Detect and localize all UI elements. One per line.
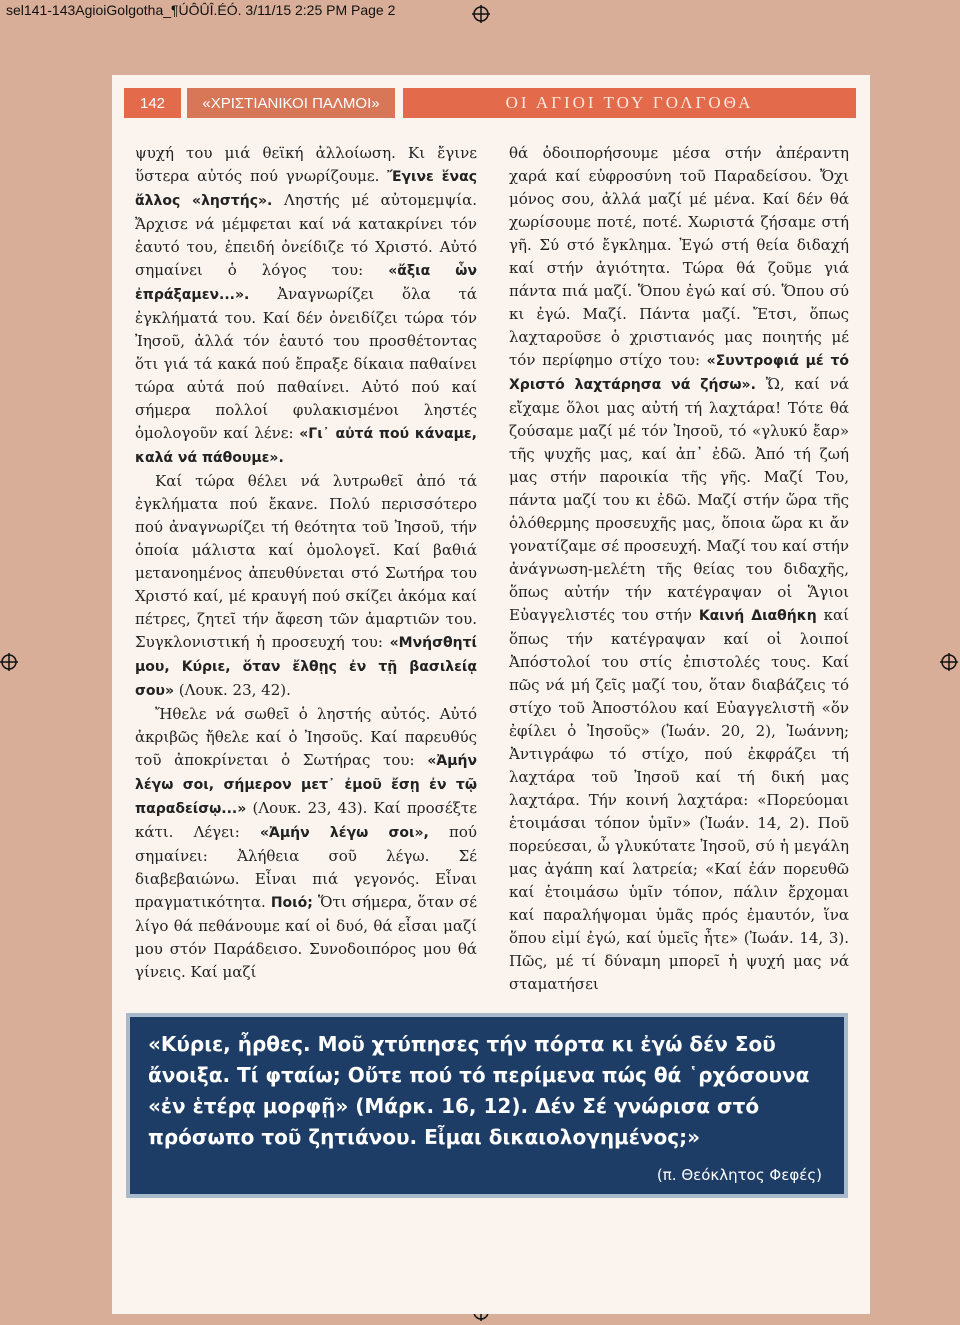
text-run: Καί τώρα θέλει νά λυτρωθεῖ ἀπό τά ἐγκλήματα πού ἔκανε. Πολύ περισσότερο πού ἀναγνωρίζει τή θεότητα τοῦ Ἰησοῦ, τήν ὁποία μάλιστα καί ὁμολογεῖ. Καί βαθιά μετανοημένος ἀπευθύνεται στό Σωτήρα του Χριστό καί, μέ κραυγή πού σκίζει ἀκόμα καί πέτρες, ζητεῖ τήν ἄφεση τῶν ἁμαρτιῶν του. Συγκλονιστική ἡ προσευχή του: <box>135 472 477 651</box>
paragraph <box>135 142 477 470</box>
text-run: Ἀναγνωρίζει ὅλα τά ἐγκλήματά του. Καί δέν ὀνειδίζει τώρα τόν Ἰησοῦ, ἀλλά τόν ἑαυτό του προσθέτοντας ὅτι γιά τά κακά πού ἔπραξε δίκαια παθαίνει τώρα αὐτά πού παθαίνει. Αὐτό πού καί σήμερα πολλοί φυλακισμένοι ληστές ὁμολογοῦν καί λένε: <box>135 285 477 442</box>
registration-mark-icon <box>940 653 958 671</box>
registration-mark-icon <box>472 5 490 23</box>
bold-phrase: Καινή Διαθήκη <box>698 608 817 624</box>
bold-phrase: «Μνήσθητί μου, Κύριε, ὅταν ἔλθῃς ἐν τῇ βασιλείᾳ σου» <box>135 635 477 699</box>
page-number: 142 <box>124 88 181 118</box>
text-run: Ὅτι σήμερα, ὅταν σέ λίγο θά πεθάνουμε καί οἱ δυό, θά εἶσαι μαζί μου στόν Παράδεισο. Συνοδοιπόρος μου θά γίνεις. Καί μαζί <box>135 893 478 981</box>
print-slug-line: sel141-143AgioiGolgotha_¶ÚÔÛÎ.ÉÓ. 3/11/15 2:25 PM Page 2 <box>6 2 396 18</box>
text-run: θά ὁδοιπορήσουμε μέσα στήν ἀπέραντη χαρά καί εὐφροσύνη τοῦ Παραδείσου. Ὄχι μόνος σου, ἀλλά μαζί μέ μένα. Καί δέν θά χωρίσουμε ποτέ, ποτέ. Χωριστά ζήσαμε στή γῆ. Σύ στό ἔγκλημα. Ἐγώ στή θεία διδαχή καί στήν ἁγιότητα. Τώρα θά ζοῦμε γιά πάντα πιά μαζί. Ὅπου ἐγώ καί σύ. Ὅπου σύ κι ἐγώ. Μαζί. Πάντα μαζί. Ἔτσι, ὅπως λαχταροῦσε ὁ χριστιανός μας ποιητής μέ τόν περίφημο στίχο του: <box>509 144 849 369</box>
bold-phrase: «ἄξια ὧν ἐπράξαμεν...». <box>135 263 477 303</box>
bold-phrase: «Ἀμήν λέγω σοι», <box>260 825 429 841</box>
bold-phrase: «Γι᾽ αὐτά πού κάναμε, καλά νά πάθουμε». <box>135 426 477 466</box>
page-title: ΟΙ ΑΓΙΟΙ ΤΟΥ ΓΟΛΓΟΘΑ <box>403 88 856 118</box>
right-column <box>509 142 849 996</box>
paragraph <box>509 142 849 996</box>
bold-phrase: Ἔγινε ἕνας ἄλλος «ληστής». <box>135 169 478 209</box>
quote-box <box>126 1013 848 1198</box>
bold-phrase: Ποιό; <box>270 895 313 911</box>
registration-mark-icon <box>0 653 18 671</box>
text-run: ψυχή του μιά θεϊκή ἀλλοίωση. Κι ἔγινε ὕστερα αὐτός πού γνωρίζουμε. <box>135 144 477 185</box>
text-run: καί ὅπως τήν κατέγραψαν καί οἱ λοιποί Ἀπόστολοί του στίς ἐπιστολές τους. Καί πῶς νά μή ζεῖς μαζί του, ὅταν διαβάζεις τό στίχο τοῦ Ἀποστόλου καί Εὐαγγελιστῆ «ὅν ἐφίλει ὁ Ἰησοῦς» (Ἰωάν. 20, 2), Ἰωάννη; Ἀντιγράφω τό στίχο, πού ἐκφράζει τή λαχτάρα τοῦ Ἰησοῦ καί τή δική μας λαχτάρα. Τήν κοινή λαχτάρα: «Πορεύομαι ἑτοιμάσαι τόπον ὑμῖν» (Ἰωάν. 14, 2). Ποῦ πορεύεσαι, ὦ γλυκύτατε Ἰησοῦ, σύ ἡ μεγάλη μας ἀγάπη καί λατρεία; «Καί ἐάν πορευθῶ καί ἑτοιμάσω ὑμῖν τόπον, πάλιν ἔρχομαι καί παραλήψομαι ὑμᾶς πρός ἐμαυτόν, ἵνα ὅπου εἰμί ἐγώ, καί ὑμεῖς ἦτε» (Ἰωάν. 14, 3). Πῶς, μέ τί δύναμη μπορεῖ ἡ ψυχή μας νά σταματήσει <box>509 606 849 993</box>
text-run: Ληστής μέ αὐτομεμψία. Ἄρχισε νά μέμφεται καί νά κατακρίνει τόν ἑαυτό του, ἐπειδή ὀνείδιζε τό Χριστό. Αὐτό σημαίνει ὁ λόγος του: <box>135 191 477 279</box>
text-run: Ὤ, καί νά εἴχαμε ὅλοι μας αὐτή τή λαχτάρα! Τότε θά ζούσαμε μαζί μέ τόν Ἰησοῦ, τό «γλυκύ ἔαρ» τῆς ψυχῆς μας, καί ἀπ᾽ ἐδῶ. Ἀπό τή ζωή μας στήν παροικία τῆς γῆς. Μαζί Του, πάντα μαζί του κι ἐδῶ. Μαζί στήν ὥρα τῆς ὁλόθερμης προσευχῆς μας, ὅποια ὥρα κι ἄν γονατίζαμε σέ προσευχή. Μαζί του καί στήν ἀνάγνωση-μελέτη τῆς θείας του διδαχῆς, ὅπως αὐτήν τήν κατέγραψαν οἱ Ἅγιοι Εὐαγγελιστές του στήν <box>509 375 849 624</box>
quote-text: «Κύριε, ἦρθες. Μοῦ χτύπησες τήν πόρτα κι ἐγώ δέν Σοῦ ἄνοιξα. Τί φταίω; Οὔτε πού τό περίμενα πώς θά ῾ρχόσουνα «ἐν ἑτέρᾳ μορφῇ» (Μάρκ. 16, 12). Δέν Σέ γνώρισα στό πρόσωπο τοῦ ζητιάνου. Εἶμαι δικαιολογημένος;» <box>148 1032 810 1149</box>
paragraph <box>135 703 477 984</box>
left-column <box>135 142 477 984</box>
bold-phrase: «Συντροφιά μέ τό Χριστό λαχτάρησα νά ζήσω». <box>509 353 849 393</box>
quote-author: (π. Θεόκλητος Φεφές) <box>656 1166 822 1184</box>
paragraph <box>135 470 477 703</box>
text-run: Ἤθελε νά σωθεῖ ὁ ληστής αὐτός. Αὐτό ἀκριβῶς ἤθελε καί ὁ Ἰησοῦς. Καί παρευθύς τοῦ ἀποκρίνεται ὁ Σωτήρας του: <box>135 705 477 769</box>
section-label: «ΧΡΙΣΤΙΑΝΙΚΟΙ ΠΑΛΜΟΙ» <box>187 88 395 118</box>
text-run: (Λουκ. 23, 43). Καί προσέξτε κάτι. Λέγει: <box>135 799 477 841</box>
text-run: πού σημαίνει: Ἀλήθεια σοῦ λέγω. Σέ διαβεβαιώνω. Εἶναι πιά γεγονός. Εἶναι πραγματικότητα. <box>135 823 477 911</box>
bold-phrase: «Ἀμήν λέγω σοι, σήμερον μετ᾽ ἐμοῦ ἔσῃ ἐν τῷ παραδείσῳ...» <box>135 753 477 817</box>
text-run: (Λουκ. 23, 42). <box>174 681 291 699</box>
